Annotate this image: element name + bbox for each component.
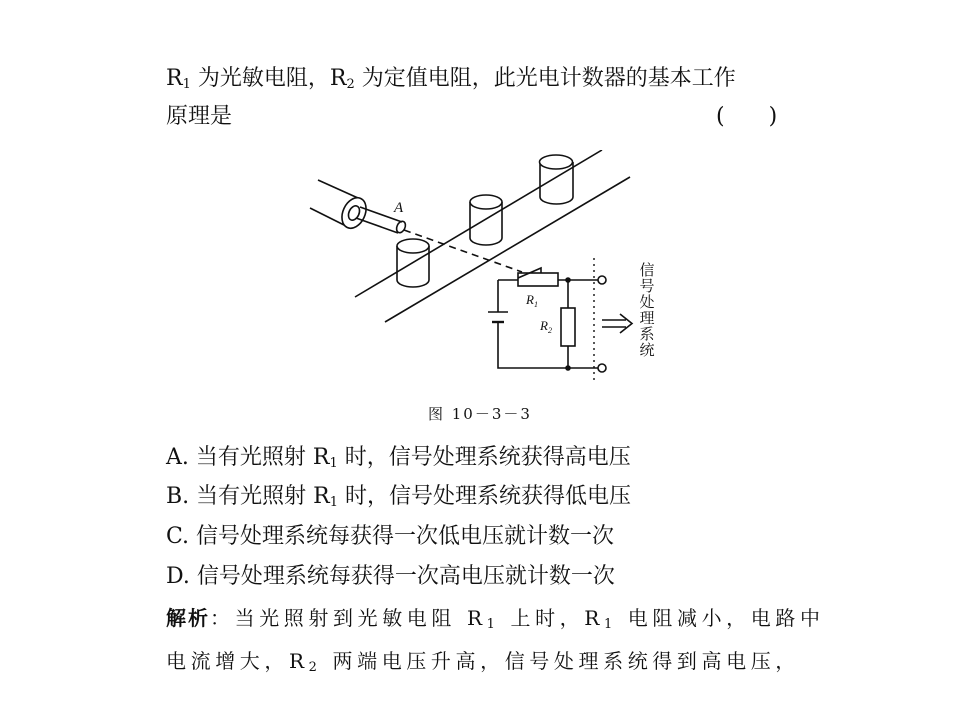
- label-r2: $R_2$: [540, 318, 552, 335]
- r1-subscript: 1: [182, 77, 191, 92]
- light-source: [310, 180, 407, 234]
- question-line-2: 原理是: [166, 104, 233, 129]
- option-a-text: A. 当有光照射: [166, 445, 313, 470]
- option-a-rest: 时，信号处理系统获得高电压: [337, 445, 631, 470]
- option-a[interactable]: [166, 443, 631, 479]
- analysis-sub: 1: [603, 617, 617, 632]
- belt-rail-back: [355, 150, 602, 297]
- option-b-r: R: [313, 484, 330, 509]
- analysis-line-1: [166, 603, 825, 640]
- r2-subscript: 2: [346, 77, 355, 92]
- analysis-text: 两端电压升高，信号处理系统得到高电压，: [321, 649, 800, 673]
- r2-symbol: R: [329, 66, 347, 91]
- analysis-label: 解析: [166, 606, 210, 630]
- signal-arrow-icon: [602, 314, 632, 333]
- label-r1: $R_1$: [526, 292, 538, 309]
- analysis-text: 电阻减小，电路中: [616, 606, 825, 630]
- option-b-sub: 1: [329, 495, 339, 510]
- analysis-text: 电流增大，: [166, 649, 289, 673]
- system-char: 号: [639, 277, 655, 295]
- option-a-sub: 1: [329, 456, 338, 471]
- analysis-sub: 1: [486, 617, 500, 632]
- question-text-b: 为定值电阻，此光电计数器的基本工作: [354, 66, 736, 91]
- signal-processing-label: [637, 262, 657, 358]
- system-char: 理: [639, 309, 655, 327]
- terminal-bottom: [598, 364, 606, 372]
- option-a-r: R: [312, 445, 330, 470]
- option-b-rest: 时，信号处理系统获得低电压: [338, 484, 632, 509]
- analysis-r: R: [466, 606, 487, 630]
- system-char: 系: [639, 325, 655, 343]
- circuit: [488, 258, 632, 382]
- option-b[interactable]: [166, 482, 631, 518]
- cylinder-back: [540, 155, 574, 204]
- analysis-line-2: [166, 646, 800, 683]
- analysis-r: R: [584, 606, 604, 630]
- analysis-sub: 2: [308, 660, 322, 675]
- question-text-a: 为光敏电阻，: [190, 66, 330, 91]
- analysis-r: R: [289, 649, 309, 673]
- answer-bracket: ( ): [716, 104, 778, 129]
- option-c[interactable]: C. 信号处理系统每获得一次低电压就计数一次: [166, 524, 615, 549]
- analysis-text: ：当光照射到光敏电阻: [210, 606, 467, 630]
- system-char: 处: [639, 293, 655, 311]
- option-b-text: B. 当有光照射: [166, 484, 314, 509]
- option-d[interactable]: D. 信号处理系统每获得一次高电压就计数一次: [166, 564, 615, 589]
- circuit-figure: [300, 150, 680, 390]
- resistor-r2: [561, 308, 575, 346]
- label-a: A: [394, 200, 404, 216]
- system-char: 统: [639, 341, 655, 359]
- system-char: 信: [639, 261, 655, 279]
- analysis-text: 上时，: [499, 606, 585, 630]
- terminal-top: [598, 276, 606, 284]
- question-line-1: [166, 64, 736, 100]
- figure-caption: 图 10－3－3: [428, 405, 532, 423]
- cylinder-middle: [470, 195, 502, 245]
- r1-symbol: R: [166, 66, 183, 91]
